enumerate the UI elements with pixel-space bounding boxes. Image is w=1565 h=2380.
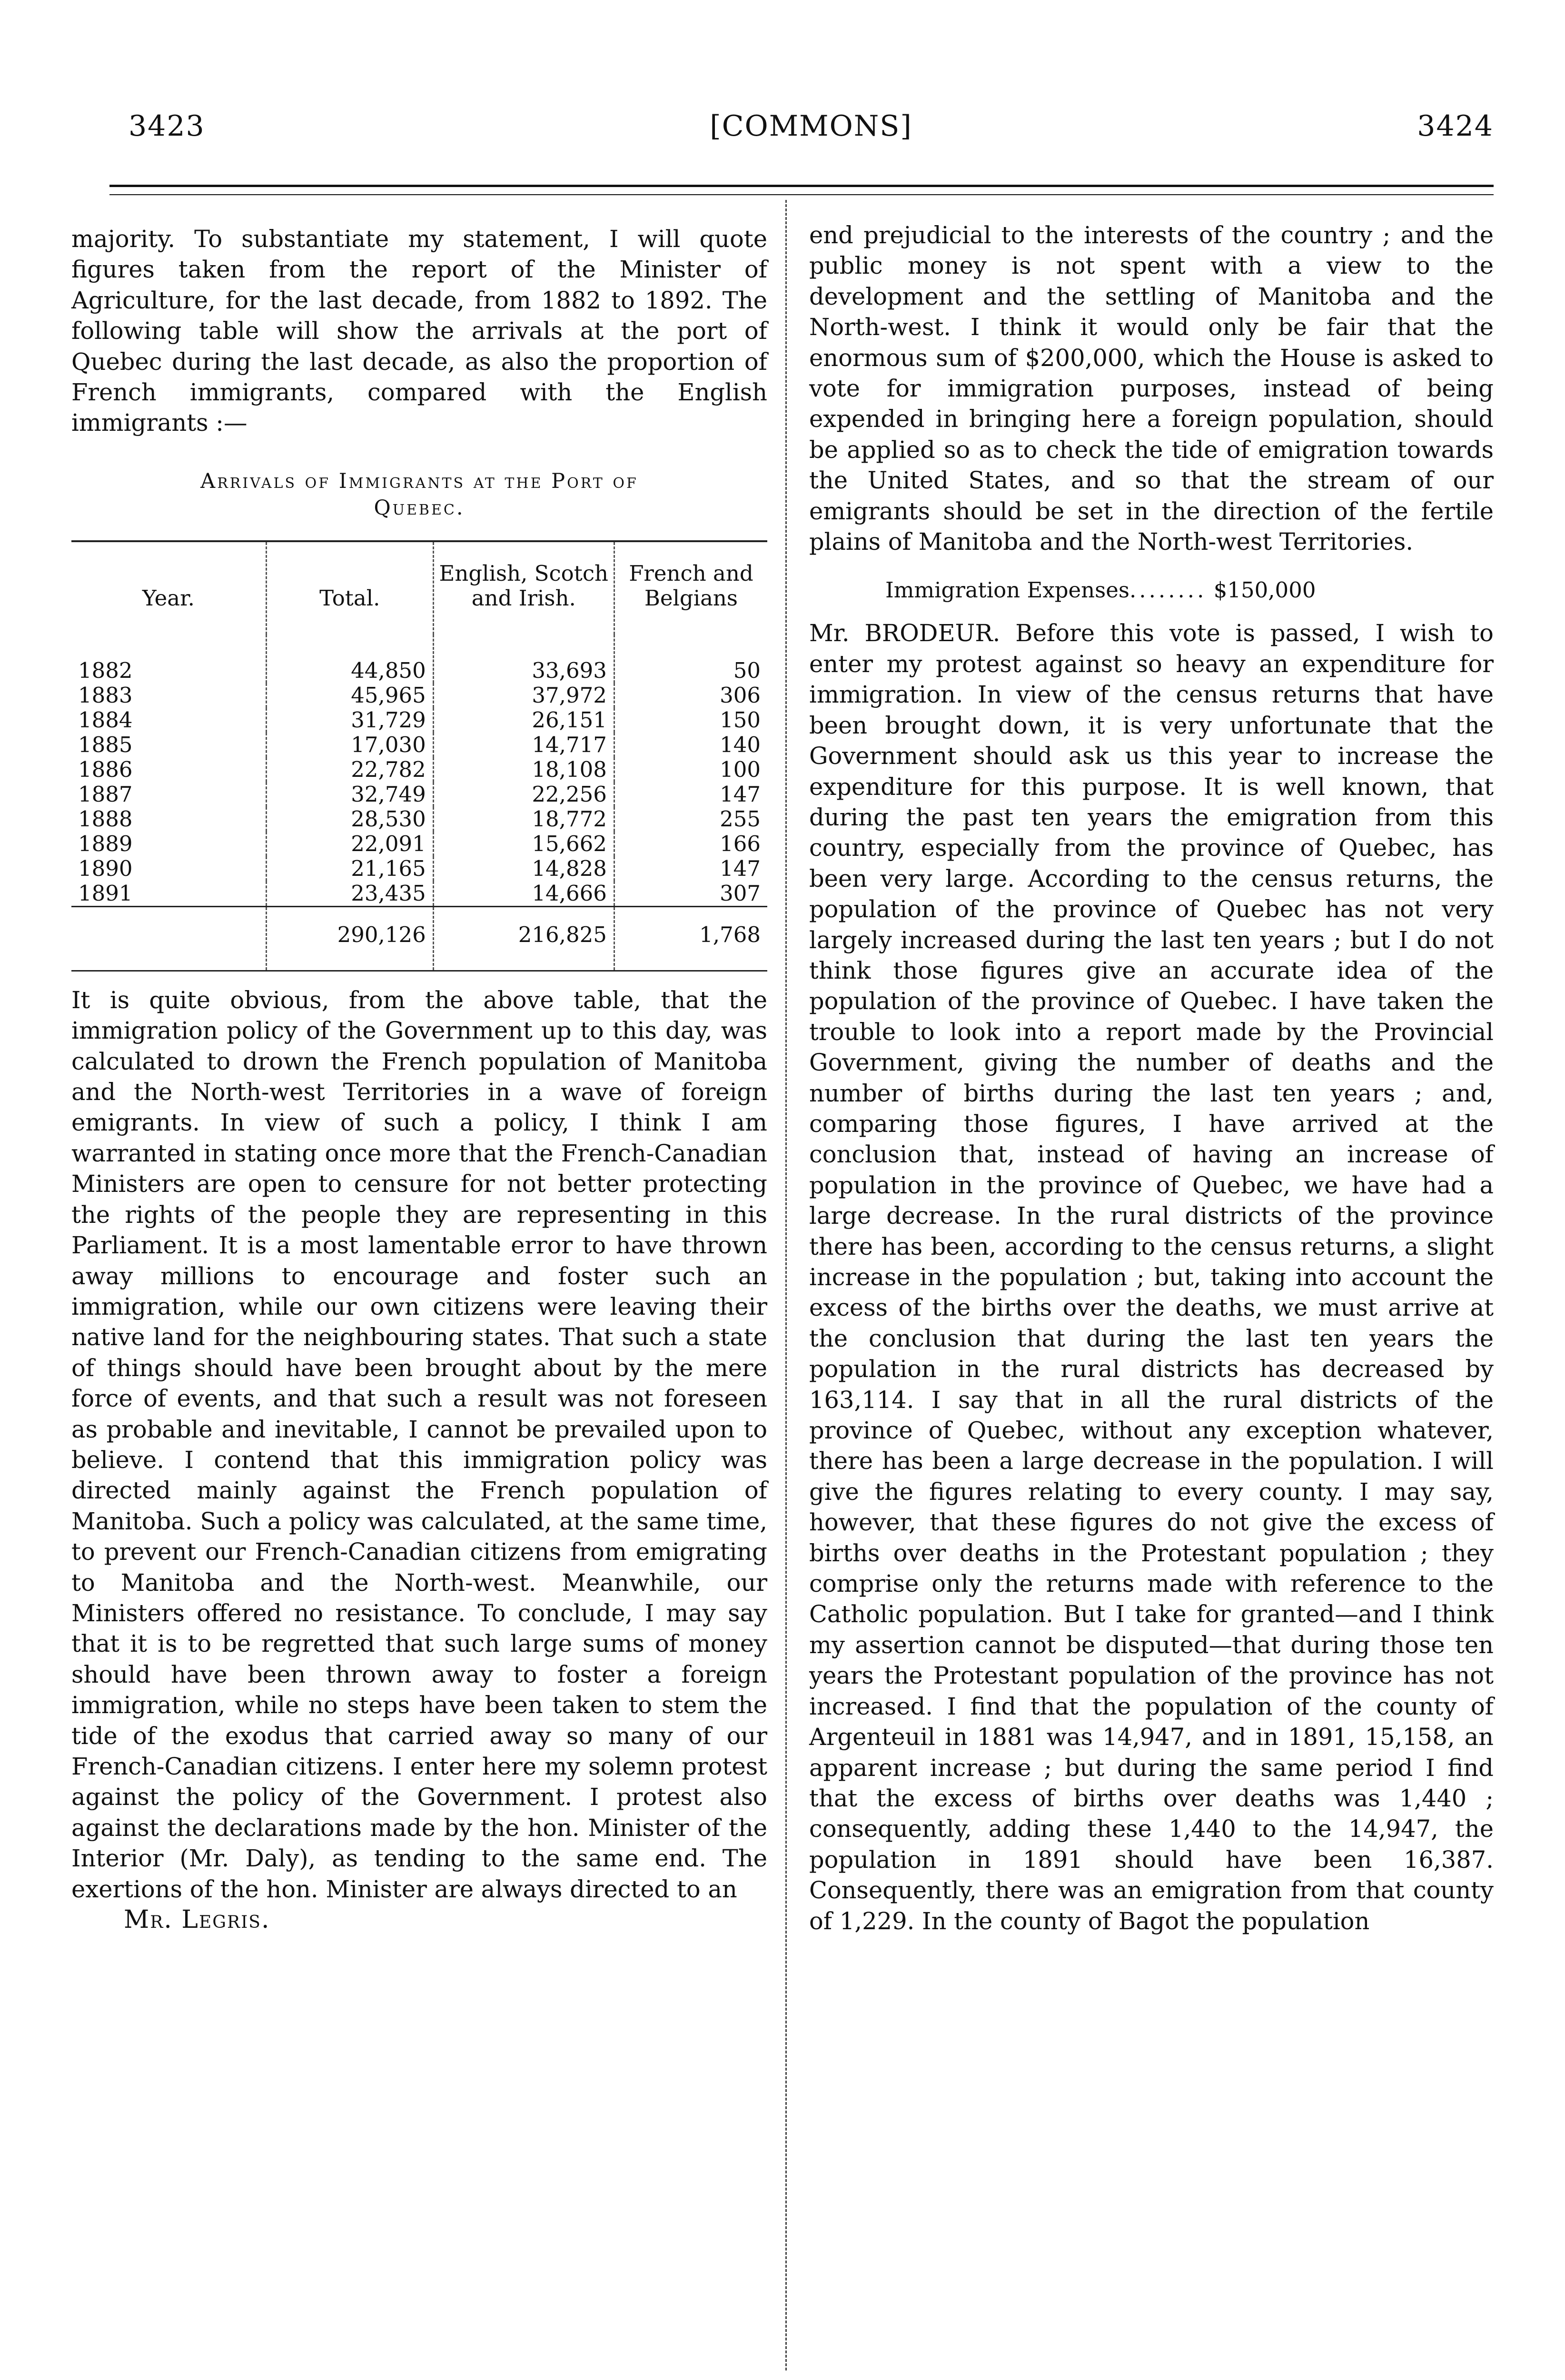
english-cell: 14,717 (433, 733, 614, 757)
header-total: Total. (266, 541, 433, 635)
header-rule-thin (109, 194, 1494, 195)
table-row (71, 881, 767, 907)
table-title (71, 468, 767, 521)
header-french: French and Belgians (614, 541, 767, 635)
total-cell: 44,850 (266, 635, 433, 683)
speech-text: Before this vote is passed, I wish to enter my protest against so heavy an expenditure for immigration. In view of the census returns that have been brought down, it is very unfortunate that the Government should ask us this year to increase the expenditure for this purpose. It is well known, that during the past ten years the emigration from this country, especially from the province of Quebec, has been very large. According to the census returns, the population of the province of Quebec has not very largely increased during the last ten years ; but I do not think those figures give an accurate idea of the population of the province of Quebec. I have taken the trouble to look into a report made by the Provincial Government, giving the number of deaths and the number of births during the last ten years ; and, comparing those figures, I have arrived at the conclusion that, instead of having an increase of population in the province of Quebec, we have had a large decrease. In the rural districts of the province there has been, according to the census returns, a slight increase in the population ; but, taking into account the excess of the births over the deaths, we must arrive at the conclusion that during the last ten years the population in the rural districts has decreased by 163,114. I say that in all the rural districts of the province of Quebec, without any exception whatever, there has been a large decrease in the population. I will give the figures relating to every county. I may say, however, that these figures do not give the excess of births over deaths in the Protestant population ; they comprise only the returns made with reference to the Catholic population. But I take for granted—and I think my assertion cannot be disputed—that during those ten years the Protestant population of the province has not increased. I find that the population of the county of Argenteuil in 1881 was 14,947, and in 1891, 15,158, an apparent increase ; but during the same period I find that the excess of births over deaths was 1,440 ; consequently, adding these 1,440 to the 14,947, the population in 1891 should have been 16,387. Consequently, there was an emigration from that county of 1,229. In the county of Bagot the population (809, 619, 1494, 1935)
table-title-line-2: Quebec. (374, 496, 465, 520)
total-cell: 17,030 (266, 733, 433, 757)
french-cell: 100 (614, 757, 767, 782)
french-cell: 306 (614, 683, 767, 708)
french-cell: 255 (614, 807, 767, 832)
page-header (129, 100, 1494, 152)
total-cell: 22,091 (266, 832, 433, 856)
left-column (71, 224, 767, 1935)
header-rule (109, 185, 1494, 187)
table-title-line-1: Arrivals of Immigrants at the Port of (200, 469, 638, 493)
year-cell: 1886 (78, 756, 133, 782)
total-cell: 23,435 (266, 881, 433, 907)
french-cell: 150 (614, 708, 767, 733)
table-row (71, 733, 767, 757)
english-cell: 22,256 (433, 782, 614, 807)
right-column (809, 220, 1494, 1936)
total-cell: 28,530 (266, 807, 433, 832)
table-row (71, 757, 767, 782)
french-cell: 307 (614, 881, 767, 907)
footer-speaker: Mr. Legris. (124, 1905, 270, 1934)
english-cell: 26,151 (433, 708, 614, 733)
year-cell: 1882 (78, 657, 133, 683)
french-cell: 50 (614, 635, 767, 683)
english-cell: 37,972 (433, 683, 614, 708)
speaker-name: Mr. BRODEUR. (809, 619, 1000, 647)
english-cell: 15,662 (433, 832, 614, 856)
year-cell: 1889 (78, 831, 133, 856)
immigration-table (71, 540, 767, 972)
english-sum: 216,825 (433, 906, 614, 971)
french-cell: 166 (614, 832, 767, 856)
expense-line (809, 576, 1494, 605)
header-english: English, Scotch and Irish. (433, 541, 614, 635)
page-number-right: 3424 (1417, 109, 1494, 143)
total-sum: 290,126 (266, 906, 433, 971)
french-cell: 147 (614, 856, 767, 881)
year-cell: 1888 (78, 806, 133, 832)
table-total-row (71, 906, 767, 971)
total-cell: 22,782 (266, 757, 433, 782)
english-cell: 14,666 (433, 881, 614, 907)
right-paragraph-2 (809, 618, 1494, 1936)
expense-amount: $150,000 (1213, 577, 1316, 603)
page-number-left: 3423 (129, 109, 205, 143)
french-cell: 147 (614, 782, 767, 807)
column-divider (785, 200, 787, 2370)
total-label-cell (71, 906, 266, 971)
total-cell: 21,165 (266, 856, 433, 881)
year-cell: 1884 (78, 707, 133, 733)
left-paragraph-2: It is quite obvious, from the above table, that the immigration policy of the Government up to this day, was calculated to drown the French population of Manitoba and the North-west Territories in a wave of foreign emigrants. In view of such a policy, I think I am warranted in stating once more that the French-Canadian Ministers are open to censure for not better protecting the rights of the people they are representing in this Parliament. It is a most lamentable error to have thrown away millions to encourage and foster such an immigration, while our own citizens were leaving their native land for the neighbouring states. That such a state of things should have been brought about by the mere force of events, and that such a result was not foreseen as probable and inevitable, I cannot be prevailed upon to believe. I contend that this immigration policy was directed mainly against the French population of Manitoba. Such a policy was calculated, at the same time, to prevent our French-Canadian citizens from emigrating to Manitoba and the North-west. Meanwhile, our Ministers offered no resistance. To conclude, I may say that it is to be regretted that such large sums of money should have been thrown away to foster a foreign immigration, while no steps have been taken to stem the tide of the exodus that carried away so many of our French-Canadian citizens. I enter here my solemn protest against the policy of the Government. I protest also against the declarations made by the hon. Minister of the Interior (Mr. Daly), as tending to the same end. The exertions of the hon. Minister are always directed to an (71, 986, 767, 1903)
header-year: Year. (142, 585, 195, 611)
english-cell: 18,772 (433, 807, 614, 832)
running-title: [COMMONS] (710, 109, 912, 143)
table-row (71, 708, 767, 733)
table-row (71, 856, 767, 881)
table-row (71, 635, 767, 683)
english-cell: 18,108 (433, 757, 614, 782)
right-paragraph-1: end prejudicial to the interests of the country ; and the public money is not spent with a view to the development and the settling of Manitoba and the North-west. I think it would only be fair that the enormous sum of $200,000, which the House is asked to vote for immigration purposes, instead of being expended in bringing here a foreign population, should be applied so as to check the tide of emigration towards the United States, and so that the stream of our emigrants should be set in the direction of the fertile plains of Manitoba and the North-west Territories. (809, 221, 1494, 556)
year-cell: 1883 (78, 682, 133, 708)
table-row (71, 683, 767, 708)
expense-label: Immigration Expenses (885, 577, 1129, 603)
french-sum: 1,768 (614, 906, 767, 971)
total-cell: 32,749 (266, 782, 433, 807)
expense-leader: ........ (1129, 577, 1207, 603)
english-cell: 14,828 (433, 856, 614, 881)
table-header-row (71, 541, 767, 635)
table-row (71, 832, 767, 856)
total-cell: 31,729 (266, 708, 433, 733)
table-row (71, 782, 767, 807)
year-cell: 1887 (78, 781, 133, 807)
left-paragraph-1: majority. To substantiate my statement, I will quote figures taken from the report of the Minister of Agriculture, for the last decade, from 1882 to 1892. The following table will show the arrivals at the port of Quebec during the last decade, as also the proportion of French immigrants, compared with the English immigrants :— (71, 225, 767, 437)
total-cell: 45,965 (266, 683, 433, 708)
year-cell: 1891 (78, 880, 133, 906)
year-cell: 1890 (78, 855, 133, 881)
year-cell: 1885 (78, 732, 133, 757)
french-cell: 140 (614, 733, 767, 757)
english-cell: 33,693 (433, 635, 614, 683)
table-row (71, 807, 767, 832)
